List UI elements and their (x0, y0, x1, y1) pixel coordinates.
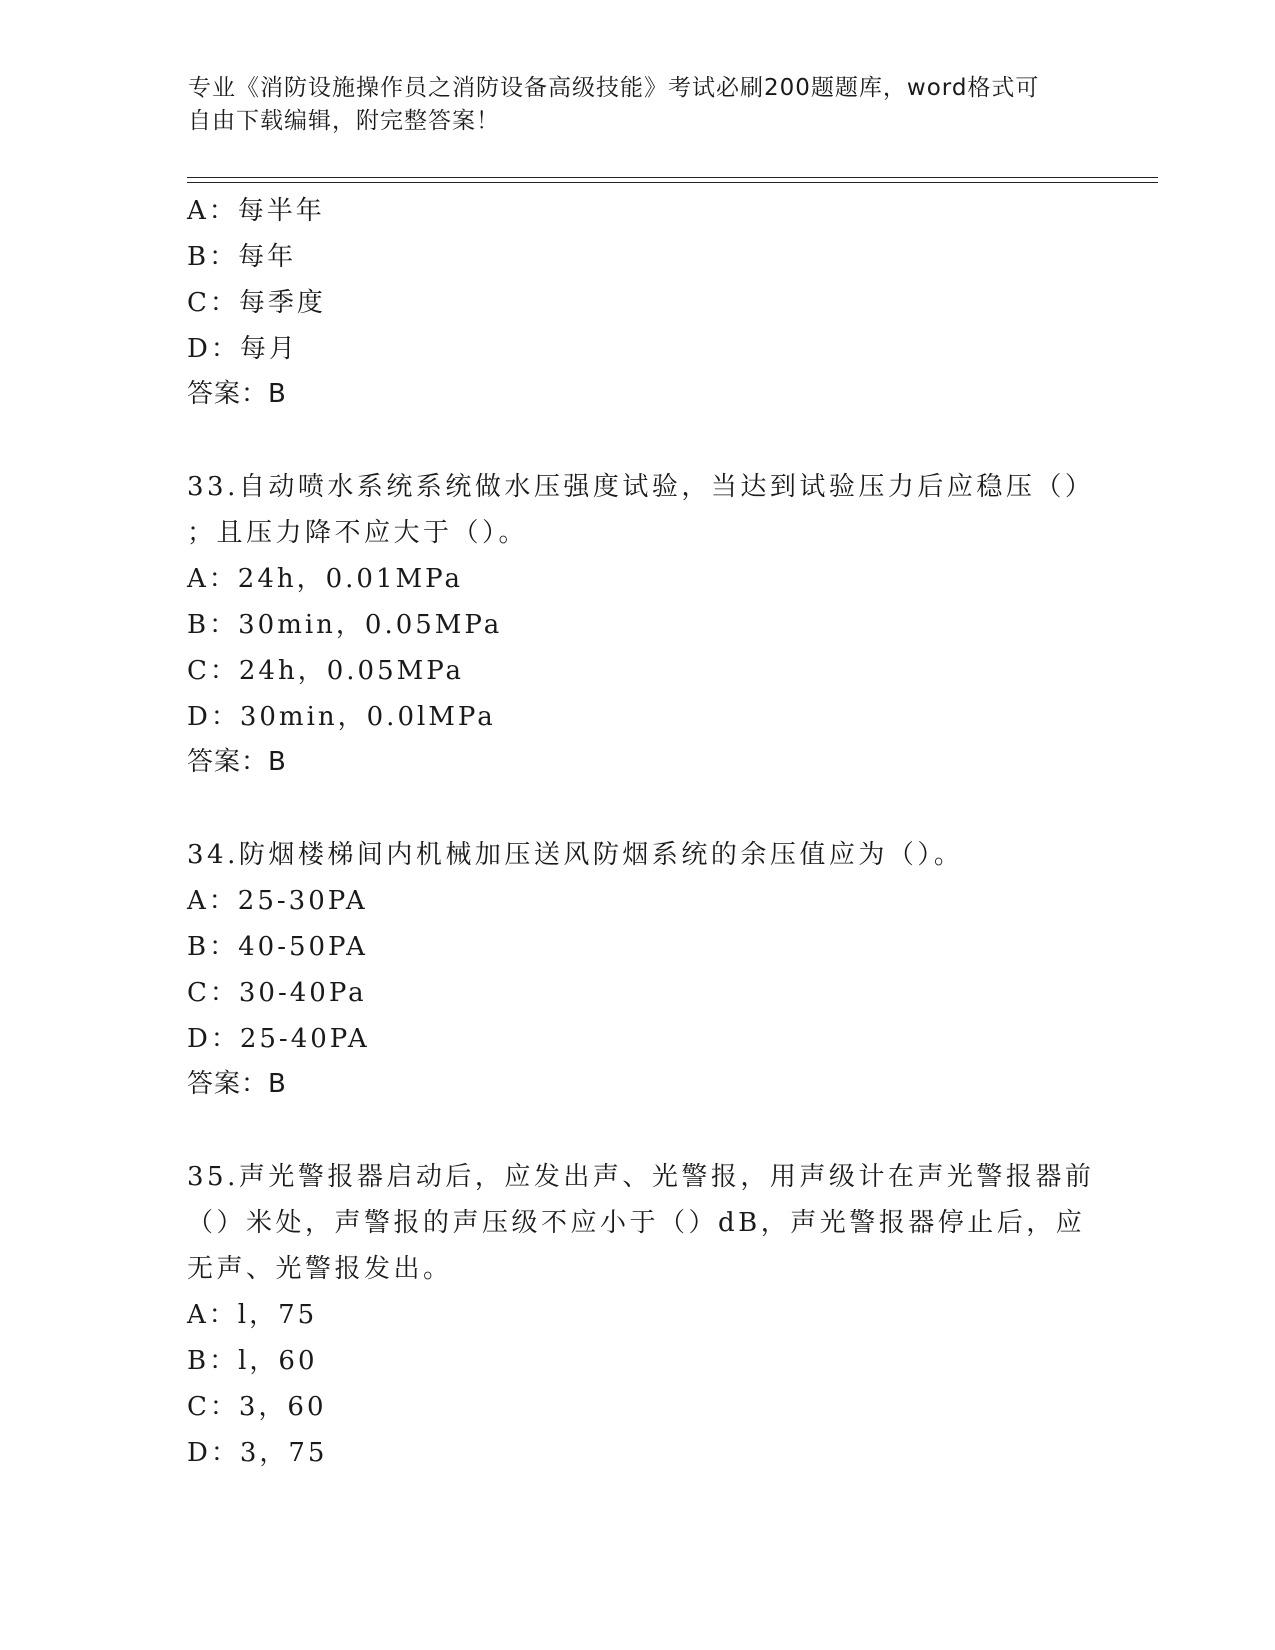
option-b: B：l，60 (187, 1346, 318, 1376)
stem-line: 35.声光警报器启动后，应发出声、光警报，用声级计在声光警报器前 (187, 1162, 1095, 1192)
option-a: A：l，75 (187, 1300, 318, 1330)
answer-line: 答案：B (187, 747, 287, 777)
question-35 (187, 1154, 1095, 1476)
option-c: C：30-40Pa (187, 978, 367, 1008)
header-line-2: 自由下载编辑，附完整答案！ (188, 108, 500, 134)
option-d: D：30min，0.0lMPa (187, 702, 496, 732)
option-c: C：24h，0.05MPa (187, 656, 465, 686)
question-34 (187, 832, 1087, 1106)
header-line-1: 专业《消防设施操作员之消防设备高级技能》考试必刷200题题库，word格式可 (188, 75, 1040, 101)
header-rule (187, 182, 1158, 183)
option-b: B：40-50PA (187, 932, 368, 962)
answer-line: 答案：B (187, 1069, 287, 1099)
stem-line: ；且压力降不应大于（）。 (187, 518, 529, 548)
option-b: B：30min，0.05MPa (187, 610, 503, 640)
option-d: D：3，75 (187, 1438, 328, 1468)
question-33 (187, 464, 1095, 784)
question-32 (187, 188, 1087, 416)
option-b: B：每年 (187, 242, 297, 272)
stem-line: 无声、光警报发出。 (187, 1254, 453, 1284)
question-stem (187, 464, 1095, 556)
stem-line: （）米处，声警报的声压级不应小于（）dB，声光警报器停止后，应 (187, 1208, 1086, 1238)
option-d: D：每月 (187, 334, 298, 364)
option-a: A：25-30PA (187, 886, 368, 916)
question-stem (187, 1154, 1095, 1292)
page-header (188, 72, 1088, 138)
stem-line: 33.自动喷水系统系统做水压强度试验，当达到试验压力后应稳压（） (187, 472, 1095, 502)
header-rule (187, 177, 1158, 178)
question-list (187, 188, 1095, 1476)
option-a: A：24h，0.01MPa (187, 564, 463, 594)
question-stem (187, 832, 1087, 878)
answer-line: 答案：B (187, 379, 287, 409)
option-c: C：3，60 (187, 1392, 327, 1422)
option-d: D：25-40PA (187, 1024, 370, 1054)
option-a: A：每半年 (187, 196, 325, 226)
option-c: C：每季度 (187, 288, 326, 318)
stem-line: 34.防烟楼梯间内机械加压送风防烟系统的余压值应为（）。 (187, 840, 964, 870)
